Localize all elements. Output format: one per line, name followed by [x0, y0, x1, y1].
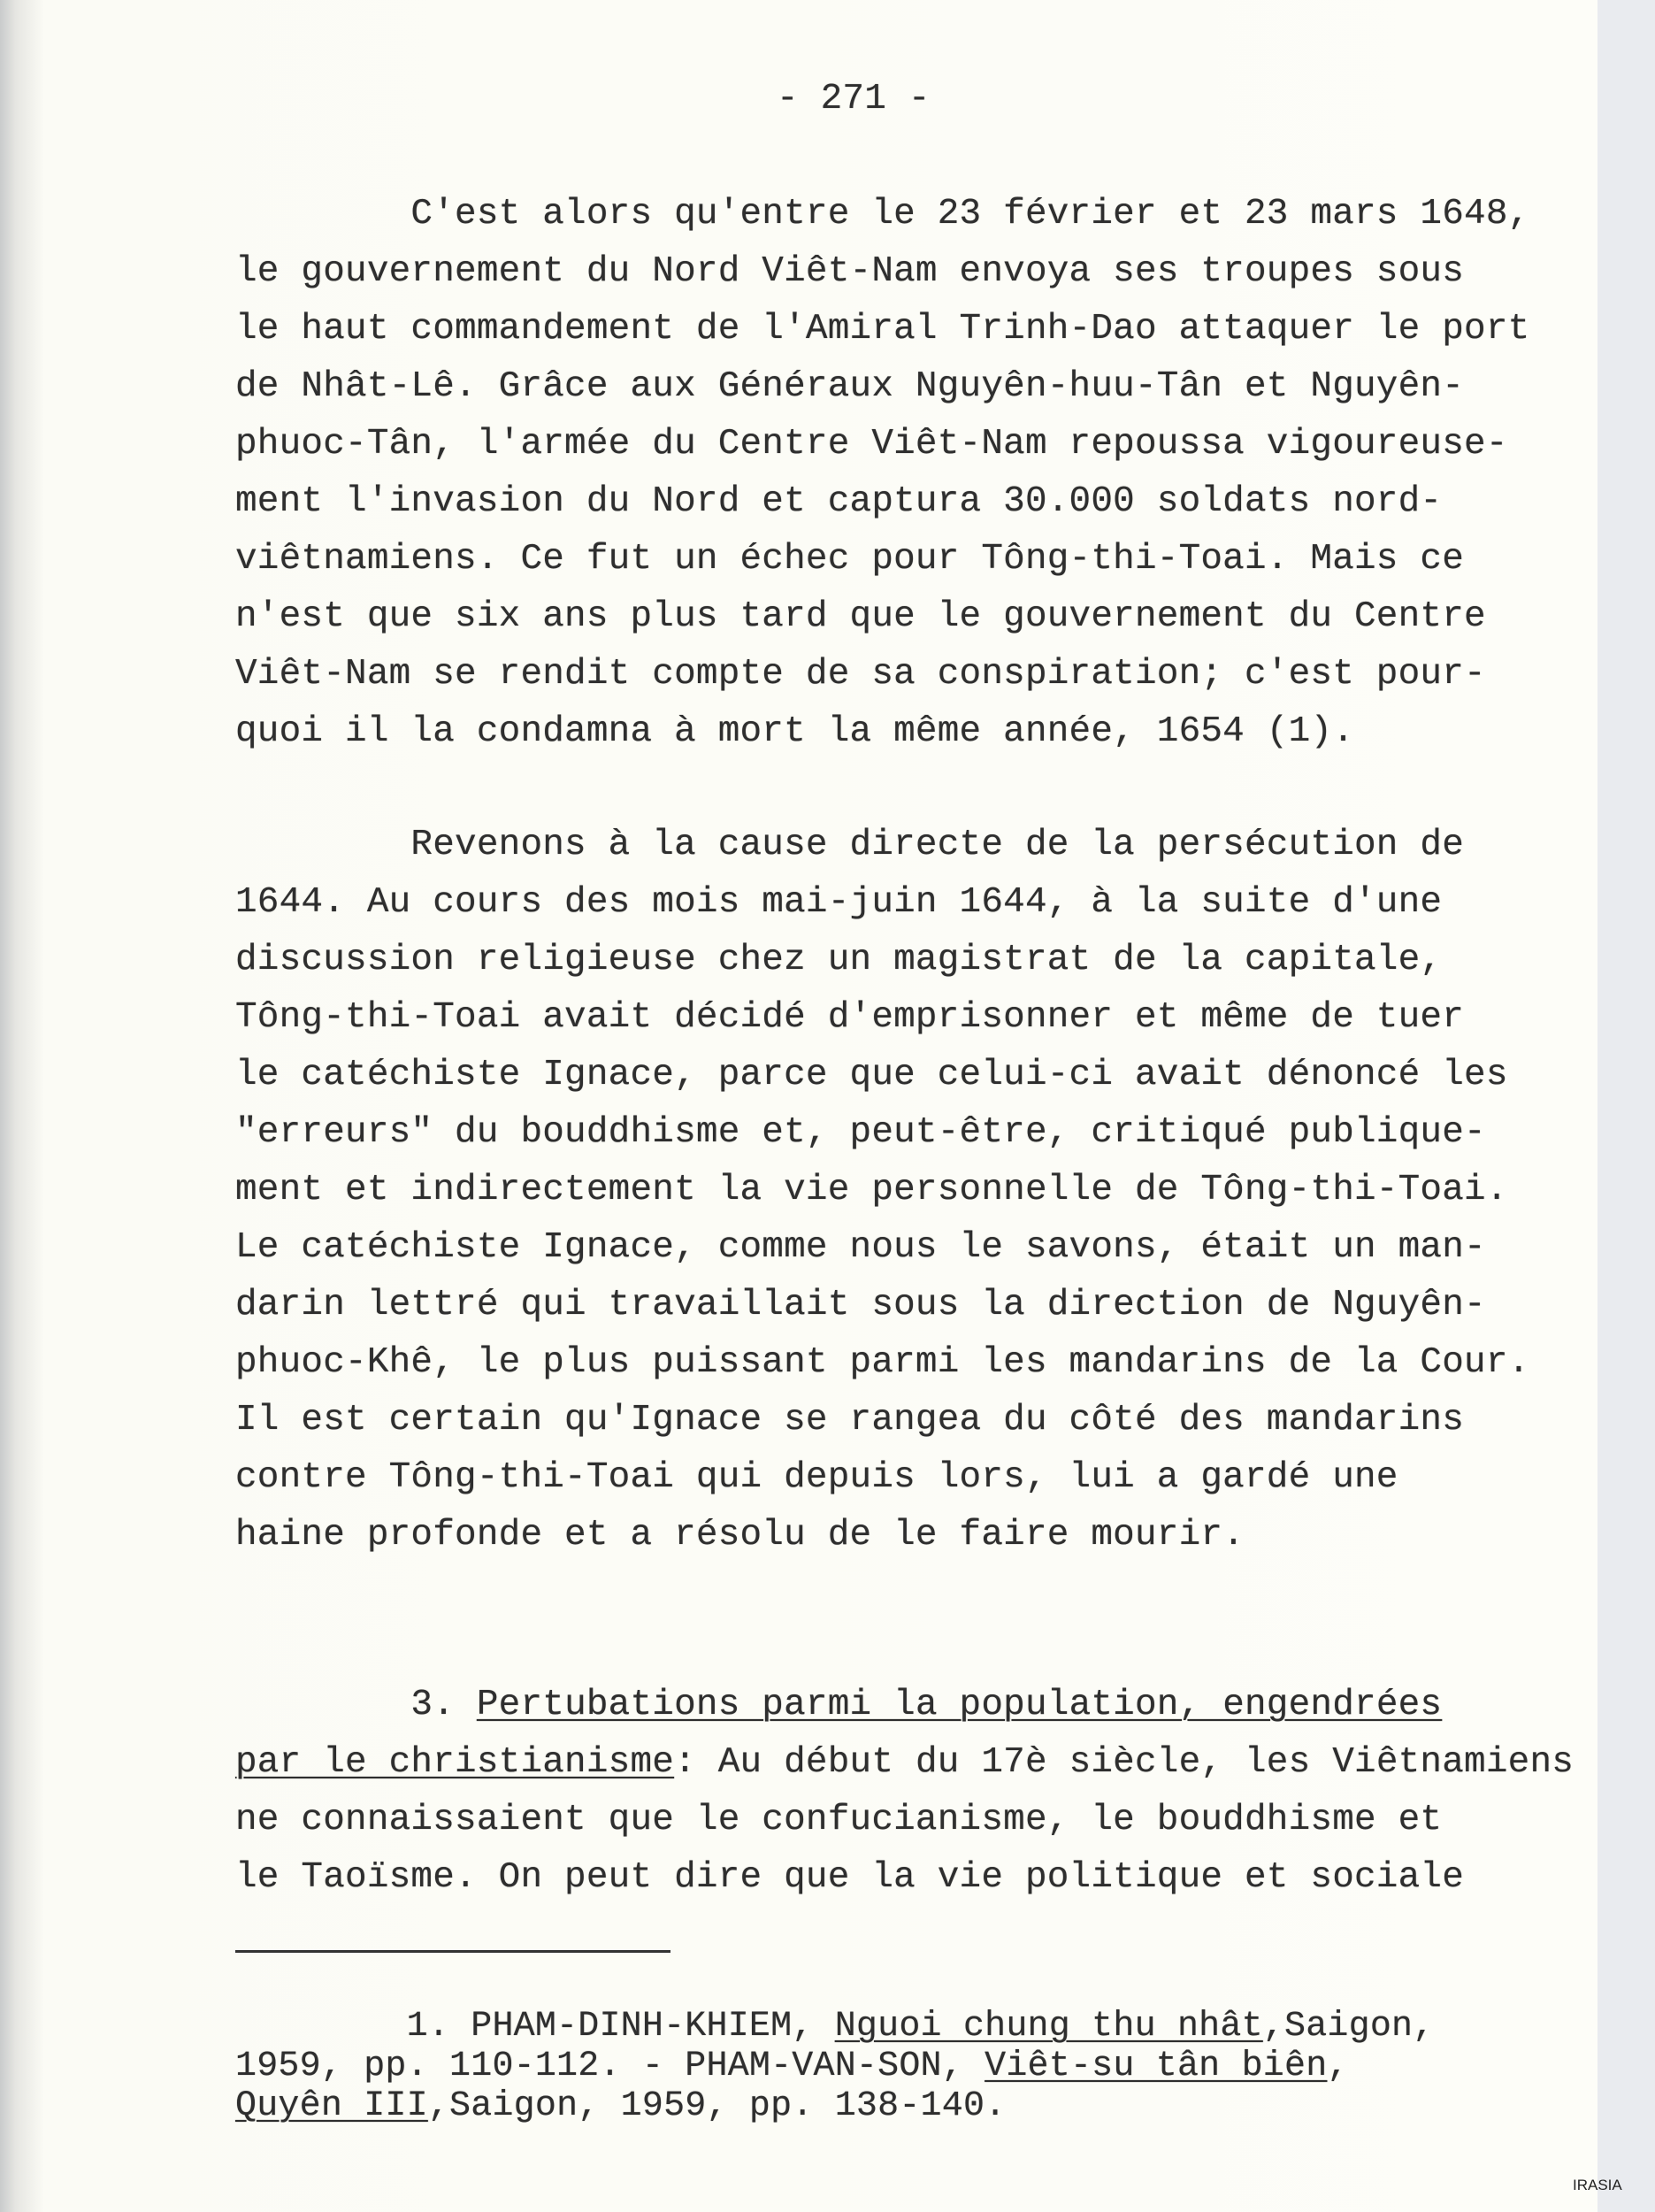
text-segment: 1. PHAM-DINH-KHIEM, [235, 2007, 835, 2047]
underlined-text: Nguoi chung thu nhât [834, 2007, 1263, 2047]
text-line [235, 817, 1529, 874]
text-line [235, 2086, 1434, 2126]
text-segment: ment l'invasion du Nord et captura 30.000 soldats nord- [235, 481, 1443, 522]
text-line [235, 1507, 1529, 1564]
text-line [235, 874, 1529, 932]
text-segment: darin lettré qui travaillait sous la direction de Nguyên- [235, 1285, 1486, 1325]
paragraph-1 [235, 186, 1529, 761]
text-line [235, 416, 1529, 473]
text-segment: C'est alors qu'entre le 23 février et 23 mars 1648, [235, 194, 1530, 234]
text-segment: ,Saigon, 1959, pp. 138-140. [427, 2086, 1007, 2126]
text-segment: de Nhât-Lê. Grâce aux Généraux Nguyên-huu-Tân et Nguyên- [235, 366, 1465, 407]
text-line [235, 2007, 1434, 2047]
text-segment: contre Tông-thi-Toai qui depuis lors, lui a gardé une [235, 1457, 1398, 1498]
watermark: IRASIA [1573, 2177, 1622, 2193]
footnote [235, 2007, 1434, 2126]
text-segment: discussion religieuse chez un magistrat de la capitale, [235, 940, 1443, 980]
text-line [235, 301, 1529, 358]
underlined-text: par le christianisme [235, 1742, 675, 1783]
text-line [235, 1449, 1529, 1507]
text-segment: quoi il la condamna à mort la même année, 1654 (1). [235, 711, 1355, 752]
text-line [235, 1734, 1574, 1792]
text-segment: Tông-thi-Toai avait décidé d'emprisonner et même de tuer [235, 997, 1465, 1038]
text-line [235, 1104, 1529, 1162]
text-line [235, 1047, 1529, 1104]
text-line [235, 243, 1529, 301]
text-line [235, 358, 1529, 416]
underlined-text: Viêt-su tân biên [985, 2047, 1328, 2086]
text-segment: le gouvernement du Nord Viêt-Nam envoya ses troupes sous [235, 251, 1465, 292]
text-line [235, 531, 1529, 588]
text-segment: 1959, pp. 110-112. - PHAM-VAN-SON, [235, 2047, 985, 2086]
text-segment: , [1327, 2047, 1349, 2086]
text-segment: 1644. Au cours des mois mai-juin 1644, à la suite d'une [235, 882, 1443, 923]
text-line [235, 588, 1529, 646]
section-3 [235, 1677, 1574, 1907]
text-line [235, 703, 1529, 761]
text-segment: 3. [235, 1685, 477, 1725]
text-segment: Il est certain qu'Ignace se rangea du côté des mandarins [235, 1400, 1465, 1440]
text-line [235, 473, 1529, 531]
paragraph-2 [235, 817, 1529, 1564]
underlined-text: Quyên III [235, 2086, 428, 2126]
text-line [235, 1392, 1529, 1449]
text-line [235, 1219, 1529, 1277]
text-segment: : Au début du 17è siècle, les Viêtnamiens [674, 1742, 1575, 1783]
text-segment: le catéchiste Ignace, parce que celui-ci avait dénoncé les [235, 1055, 1508, 1095]
text-line [235, 186, 1529, 243]
text-line [235, 1162, 1529, 1219]
text-segment: Revenons à la cause directe de la persécution de [235, 825, 1465, 865]
text-segment: Viêt-Nam se rendit compte de sa conspiration; c'est pour- [235, 654, 1486, 695]
text-segment: phuoc-Khê, le plus puissant parmi les mandarins de la Cour. [235, 1342, 1530, 1383]
text-segment: "erreurs" du bouddhisme et, peut-être, critiqué publique- [235, 1112, 1486, 1153]
text-line [235, 646, 1529, 703]
text-segment: ne connaissaient que le confucianisme, le bouddhisme et [235, 1800, 1443, 1840]
text-segment: le haut commandement de l'Amiral Trinh-Dao attaquer le port [235, 309, 1530, 349]
text-line [235, 2047, 1434, 2086]
text-segment: phuoc-Tân, l'armée du Centre Viêt-Nam repoussa vigoureuse- [235, 424, 1508, 465]
text-segment: haine profonde et a résolu de le faire mourir. [235, 1515, 1245, 1555]
text-line [235, 932, 1529, 989]
footnote-divider [235, 1950, 670, 1953]
text-segment: le Taoïsme. On peut dire que la vie politique et sociale [235, 1857, 1465, 1898]
text-segment: ,Saigon, [1262, 2007, 1435, 2047]
text-segment: Le catéchiste Ignace, comme nous le savons, était un man- [235, 1227, 1486, 1268]
page-number: - 271 - [777, 79, 931, 119]
text-segment: viêtnamiens. Ce fut un échec pour Tông-thi-Toai. Mais ce [235, 539, 1465, 580]
text-segment: n'est que six ans plus tard que le gouvernement du Centre [235, 596, 1486, 637]
text-line [235, 1334, 1529, 1392]
text-line [235, 1277, 1529, 1334]
text-line [235, 1677, 1574, 1734]
text-segment: ment et indirectement la vie personnelle de Tông-thi-Toai. [235, 1170, 1508, 1210]
text-line [235, 1792, 1574, 1849]
underlined-text: Pertubations parmi la population, engendrées [476, 1685, 1443, 1725]
text-line [235, 1849, 1574, 1907]
text-line [235, 989, 1529, 1047]
